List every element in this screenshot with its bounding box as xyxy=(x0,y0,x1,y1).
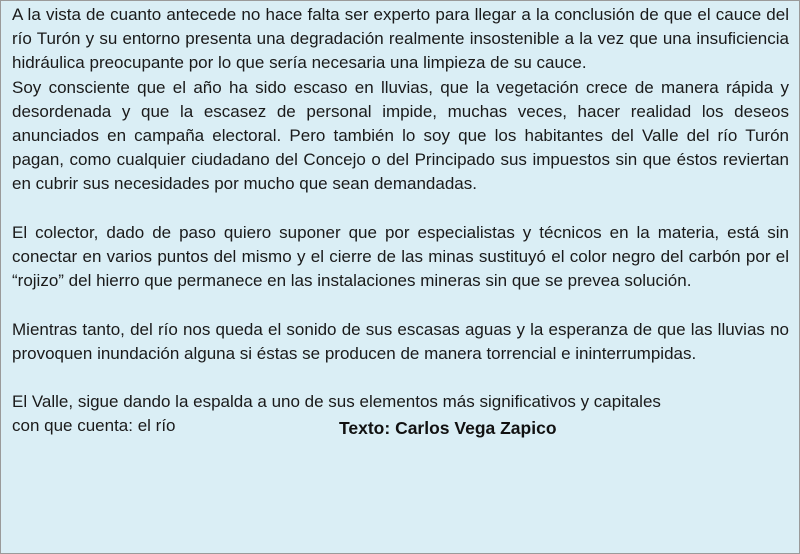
paragraph-river-sound: Mientras tanto, del río nos queda el sonido de sus escasas aguas y la esperanza de que las lluvias no provoquen inundación alguna si éstas se producen de manera torrencial e ininterrumpidas. xyxy=(12,319,789,363)
paragraph-vegetation: Soy consciente que el año ha sido escaso en lluvias, que la vegetación crece de manera rápida y desordenada y que la escasez de personal impide, muchas veces, hacer realidad los deseos anunciados en campaña electoral. Pero también lo soy que los habitantes del Valle del río Turón pagan, como cualquier ciudadano del Concejo o del Principado sus impuestos sin que éstos reviertan en cubrir sus necesidades por mucho que sean demandadas. xyxy=(12,77,789,194)
paragraph-spacer xyxy=(12,197,789,221)
author-credit: Texto: Carlos Vega Zapico xyxy=(339,418,557,439)
paragraph-collector: El colector, dado de paso quiero suponer que por especialistas y técnicos en la materia, está sin conectar en varios puntos del mismo y el cierre de las minas sustituyó el color negro del carbón por el “rojizo” del hierro que permanece en las instalaciones mineras sin que se prevea solución. xyxy=(12,222,789,291)
closing-row xyxy=(12,414,789,438)
paragraph-spacer xyxy=(12,293,789,317)
paragraph-conclusion: A la vista de cuanto antecede no hace falta ser experto para llegar a la conclusión de que el cauce del río Turón y su entorno presenta una degradación realmente insostenible a la vez que una insuficiencia hidráulica preocupante por lo que sería necesaria una limpieza de su cauce. xyxy=(12,5,789,73)
paragraph-valley: El Valle, sigue dando la espalda a uno de sus elementos más significativos y capitales xyxy=(12,392,661,412)
closing-line: con que cuenta: el río xyxy=(12,416,176,436)
paragraph-spacer xyxy=(12,366,789,390)
